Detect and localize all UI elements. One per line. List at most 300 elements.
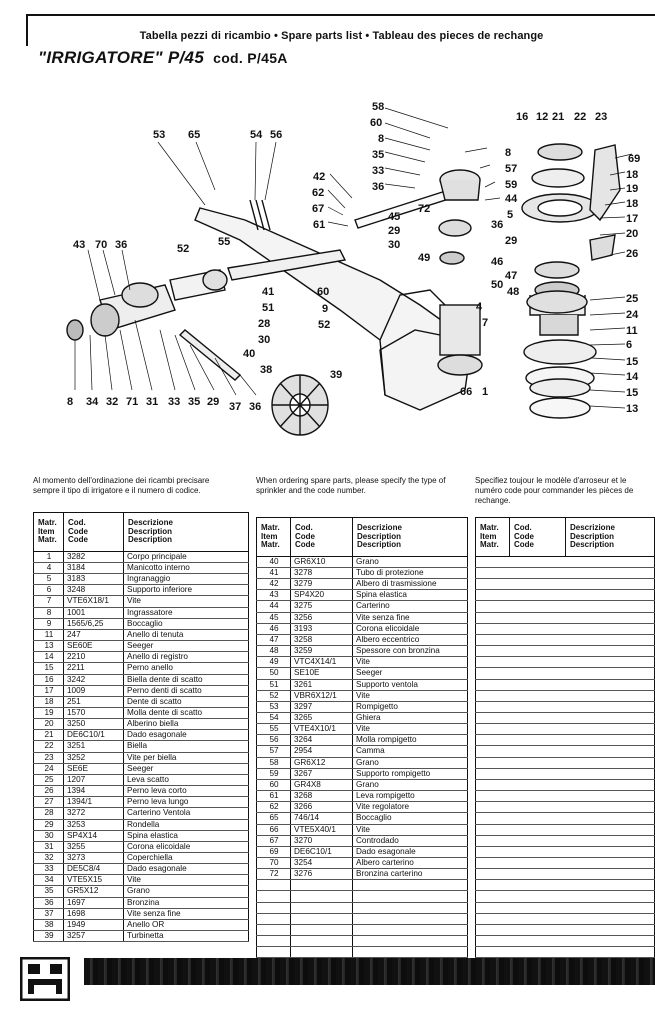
part-code: GR5X12 xyxy=(64,886,124,897)
part-description: Carterino Ventola xyxy=(124,808,249,819)
item-number: 55 xyxy=(257,724,291,735)
callout-52: 52 xyxy=(177,243,190,255)
blank-cell xyxy=(476,891,510,902)
item-number: 6 xyxy=(34,585,64,596)
callout-30: 30 xyxy=(258,334,271,346)
part-code: 2210 xyxy=(64,652,124,663)
blank-cell xyxy=(291,891,353,902)
blank-cell xyxy=(566,791,655,802)
callout-40: 40 xyxy=(243,348,256,360)
part-description: Vite xyxy=(353,724,468,735)
table-row xyxy=(257,579,468,590)
part-description: Seeger xyxy=(124,763,249,774)
table-row xyxy=(257,858,468,869)
table-row xyxy=(257,846,468,857)
part-description: Vite senza fine xyxy=(124,908,249,919)
blank-cell xyxy=(566,724,655,735)
blank-cell xyxy=(510,701,566,712)
part-description: Seeger xyxy=(124,641,249,652)
blank-cell xyxy=(510,858,566,869)
item-number: 38 xyxy=(34,919,64,930)
exploded-diagram xyxy=(0,90,655,470)
part-code: 1698 xyxy=(64,908,124,919)
blank-cell xyxy=(566,880,655,891)
item-number: 41 xyxy=(257,567,291,578)
blank-cell xyxy=(291,936,353,947)
part-description: Manicotto interno xyxy=(124,562,249,573)
callout-13: 13 xyxy=(626,403,639,415)
header-item: Matr. Item Matr. xyxy=(34,513,64,552)
blank-row xyxy=(476,556,655,567)
callout-71: 71 xyxy=(126,396,139,408)
item-number: 42 xyxy=(257,579,291,590)
blank-cell xyxy=(510,891,566,902)
blank-cell xyxy=(476,579,510,590)
item-number: 14 xyxy=(34,652,64,663)
item-number: 28 xyxy=(34,808,64,819)
blank-cell xyxy=(476,869,510,880)
callout-48: 48 xyxy=(507,286,520,298)
blank-cell xyxy=(510,768,566,779)
callout-60: 60 xyxy=(317,286,330,298)
blank-cell xyxy=(476,835,510,846)
part-code: 3278 xyxy=(291,567,353,578)
blank-cell xyxy=(566,701,655,712)
part-code: 1570 xyxy=(64,707,124,718)
header-title: Tabella pezzi di ricambio • Spare parts list • Tableau des pieces de rechange xyxy=(139,30,544,42)
item-number: 53 xyxy=(257,701,291,712)
table-row xyxy=(257,668,468,679)
blank-cell xyxy=(476,634,510,645)
blank-cell xyxy=(510,936,566,947)
part-description: Perno denti di scatto xyxy=(124,685,249,696)
item-number: 9 xyxy=(34,618,64,629)
callout-15: 15 xyxy=(626,356,639,368)
blank-cell xyxy=(257,936,291,947)
item-number: 13 xyxy=(34,641,64,652)
part-description: Grano xyxy=(353,757,468,768)
item-number: 49 xyxy=(257,657,291,668)
part-description: Albero carterino xyxy=(353,858,468,869)
part-code: 1009 xyxy=(64,685,124,696)
part-description: Ghiera xyxy=(353,712,468,723)
item-number: 60 xyxy=(257,779,291,790)
item-number: 62 xyxy=(257,802,291,813)
blank-cell xyxy=(566,657,655,668)
blank-cell xyxy=(476,701,510,712)
blank-cell xyxy=(476,902,510,913)
table-row xyxy=(34,696,249,707)
blank-cell xyxy=(476,668,510,679)
table-row xyxy=(257,791,468,802)
blank-row xyxy=(476,634,655,645)
callout-67: 67 xyxy=(312,203,325,215)
part-description: Perno leva corto xyxy=(124,786,249,797)
blank-cell xyxy=(476,556,510,567)
blank-cell xyxy=(566,924,655,935)
item-number: 36 xyxy=(34,897,64,908)
part-code: 1394/1 xyxy=(64,797,124,808)
blank-cell xyxy=(476,601,510,612)
table-row xyxy=(34,819,249,830)
callout-52: 52 xyxy=(318,319,331,331)
blank-cell xyxy=(566,556,655,567)
blank-cell xyxy=(510,947,566,958)
blank-cell xyxy=(353,947,468,958)
blank-cell xyxy=(510,913,566,924)
part-code: SP4X20 xyxy=(291,590,353,601)
table-row xyxy=(257,813,468,824)
part-description: Vite xyxy=(353,690,468,701)
blank-cell xyxy=(566,835,655,846)
table-row xyxy=(257,567,468,578)
blank-cell xyxy=(510,835,566,846)
callout-8: 8 xyxy=(378,133,385,145)
item-number: 26 xyxy=(34,786,64,797)
item-number: 43 xyxy=(257,590,291,601)
part-code: 3267 xyxy=(291,768,353,779)
part-code: 3273 xyxy=(64,853,124,864)
part-code: 3270 xyxy=(291,835,353,846)
blank-cell xyxy=(257,902,291,913)
table-row xyxy=(34,919,249,930)
parts-table-left xyxy=(33,512,249,942)
callout-47: 47 xyxy=(505,270,518,282)
table-row xyxy=(257,779,468,790)
part-code: 3252 xyxy=(64,752,124,763)
part-description: Supporto ventola xyxy=(353,679,468,690)
part-description: Ingrassatore xyxy=(124,607,249,618)
callout-28: 28 xyxy=(258,318,271,330)
part-description: Coperchiella xyxy=(124,853,249,864)
item-number: 23 xyxy=(34,752,64,763)
part-description: Boccaglio xyxy=(124,618,249,629)
table-row xyxy=(257,657,468,668)
table-row xyxy=(257,735,468,746)
blank-cell xyxy=(476,757,510,768)
blank-row xyxy=(476,924,655,935)
item-number: 50 xyxy=(257,668,291,679)
blank-row xyxy=(257,924,468,935)
callout-46: 46 xyxy=(491,256,504,268)
callout-4: 4 xyxy=(476,301,483,313)
part-code: 3183 xyxy=(64,574,124,585)
part-description: Vite xyxy=(353,657,468,668)
blank-cell xyxy=(476,768,510,779)
blank-row xyxy=(476,712,655,723)
item-number: 48 xyxy=(257,646,291,657)
part-code: VTE4X10/1 xyxy=(291,724,353,735)
item-number: 25 xyxy=(34,774,64,785)
blank-row xyxy=(476,657,655,668)
blank-cell xyxy=(510,791,566,802)
callout-38: 38 xyxy=(260,364,273,376)
part-code: 3256 xyxy=(291,612,353,623)
item-number: 27 xyxy=(34,797,64,808)
header-code: Cod. Code Code xyxy=(64,513,124,552)
blank-row xyxy=(476,835,655,846)
blank-row xyxy=(476,646,655,657)
callout-24: 24 xyxy=(626,309,639,321)
callout-45: 45 xyxy=(388,211,401,223)
item-number: 1 xyxy=(34,551,64,562)
blank-cell xyxy=(510,612,566,623)
table-row xyxy=(34,886,249,897)
callout-31: 31 xyxy=(146,396,159,408)
blank-cell xyxy=(510,668,566,679)
callout-44: 44 xyxy=(505,193,518,205)
table-row xyxy=(34,674,249,685)
callout-72: 72 xyxy=(418,203,431,215)
item-number: 29 xyxy=(34,819,64,830)
part-description: Corona elicoidale xyxy=(353,623,468,634)
part-code: GR6X12 xyxy=(291,757,353,768)
part-description: Carterino xyxy=(353,601,468,612)
table-row xyxy=(34,864,249,875)
blank-cell xyxy=(476,724,510,735)
table-row xyxy=(257,746,468,757)
blank-cell xyxy=(353,880,468,891)
part-code: SE10E xyxy=(291,668,353,679)
table-row xyxy=(34,875,249,886)
part-code: 3261 xyxy=(291,679,353,690)
table-row xyxy=(34,685,249,696)
blank-cell xyxy=(566,668,655,679)
item-number: 35 xyxy=(34,886,64,897)
item-number: 19 xyxy=(34,707,64,718)
callout-7: 7 xyxy=(482,317,489,329)
table-row xyxy=(257,601,468,612)
table-row xyxy=(257,869,468,880)
blank-cell xyxy=(476,735,510,746)
header-description: Descrizione Description Description xyxy=(566,518,655,557)
part-description: Dado esagonale xyxy=(353,846,468,857)
item-number: 7 xyxy=(34,596,64,607)
part-code: 3253 xyxy=(64,819,124,830)
part-description: Dado esagonale xyxy=(124,730,249,741)
blank-cell xyxy=(510,567,566,578)
item-number: 17 xyxy=(34,685,64,696)
part-code: VTE5X40/1 xyxy=(291,824,353,835)
item-number: 18 xyxy=(34,696,64,707)
blank-cell xyxy=(566,947,655,958)
callout-20: 20 xyxy=(626,228,639,240)
callout-50: 50 xyxy=(491,279,504,291)
table-row xyxy=(257,724,468,735)
part-code: 1001 xyxy=(64,607,124,618)
callout-9: 9 xyxy=(322,303,329,315)
item-number: 66 xyxy=(257,824,291,835)
blank-cell xyxy=(476,858,510,869)
part-code: DE5C8/4 xyxy=(64,864,124,875)
blank-cell xyxy=(510,556,566,567)
callout-35: 35 xyxy=(188,396,201,408)
item-number: 11 xyxy=(34,629,64,640)
callout-36: 36 xyxy=(372,181,385,193)
item-number: 45 xyxy=(257,612,291,623)
blank-cell xyxy=(510,813,566,824)
blank-cell xyxy=(257,880,291,891)
blank-cell xyxy=(510,724,566,735)
blank-cell xyxy=(291,880,353,891)
part-code: 251 xyxy=(64,696,124,707)
model-code: cod. P/45A xyxy=(213,50,288,66)
blank-cell xyxy=(510,757,566,768)
part-code: 3248 xyxy=(64,585,124,596)
item-number: 52 xyxy=(257,690,291,701)
part-code: 1565/6,25 xyxy=(64,618,124,629)
part-description: Perno leva lungo xyxy=(124,797,249,808)
blank-row xyxy=(476,690,655,701)
blank-row xyxy=(257,891,468,902)
table-row xyxy=(34,585,249,596)
table-row xyxy=(34,663,249,674)
callout-8: 8 xyxy=(505,147,512,159)
blank-cell xyxy=(510,746,566,757)
blank-cell xyxy=(291,947,353,958)
blank-cell xyxy=(566,757,655,768)
part-code: GR6X10 xyxy=(291,556,353,567)
callout-17: 17 xyxy=(626,213,639,225)
blank-cell xyxy=(510,690,566,701)
blank-cell xyxy=(566,679,655,690)
table-row xyxy=(34,719,249,730)
part-code: VTE5X15 xyxy=(64,875,124,886)
part-code: 3272 xyxy=(64,808,124,819)
blank-cell xyxy=(476,947,510,958)
blank-cell xyxy=(476,657,510,668)
item-number: 39 xyxy=(34,931,64,942)
blank-cell xyxy=(566,746,655,757)
item-number: 59 xyxy=(257,768,291,779)
table-row xyxy=(34,562,249,573)
callout-26: 26 xyxy=(626,248,639,260)
part-description: Biella xyxy=(124,741,249,752)
part-code: 3266 xyxy=(291,802,353,813)
item-number: 44 xyxy=(257,601,291,612)
part-description: Vite xyxy=(353,824,468,835)
blank-row xyxy=(476,913,655,924)
callout-36: 36 xyxy=(249,401,262,413)
table-row xyxy=(34,607,249,618)
blank-cell xyxy=(566,690,655,701)
item-number: 15 xyxy=(34,663,64,674)
blank-row xyxy=(476,802,655,813)
part-description: Bronzina carterino xyxy=(353,869,468,880)
callout-25: 25 xyxy=(626,293,639,305)
part-description: Perno anello xyxy=(124,663,249,674)
blank-cell xyxy=(291,924,353,935)
blank-cell xyxy=(353,936,468,947)
callout-18: 18 xyxy=(626,198,639,210)
table-row xyxy=(257,802,468,813)
item-number: 5 xyxy=(34,574,64,585)
blank-row xyxy=(257,880,468,891)
blank-cell xyxy=(510,802,566,813)
callout-11: 11 xyxy=(626,325,638,337)
blank-row xyxy=(476,869,655,880)
blank-cell xyxy=(566,802,655,813)
part-description: Rondella xyxy=(124,819,249,830)
part-code: 3254 xyxy=(291,858,353,869)
blank-cell xyxy=(566,735,655,746)
part-description: Seeger xyxy=(353,668,468,679)
part-description: Supporto rompigetto xyxy=(353,768,468,779)
table-row xyxy=(34,752,249,763)
blank-cell xyxy=(566,813,655,824)
note-english: When ordering spare parts, please specify the type of sprinkler and the code number. xyxy=(256,476,446,495)
blank-cell xyxy=(476,623,510,634)
table-row xyxy=(34,897,249,908)
callout-29: 29 xyxy=(505,235,518,247)
blank-row xyxy=(257,947,468,958)
callout-37: 37 xyxy=(229,401,242,413)
blank-cell xyxy=(510,846,566,857)
part-description: Molla dente di scatto xyxy=(124,707,249,718)
callout-18: 18 xyxy=(626,169,639,181)
callout-12: 12 xyxy=(536,111,549,123)
blank-cell xyxy=(476,913,510,924)
part-description: Rompigetto xyxy=(353,701,468,712)
callout-29: 29 xyxy=(388,225,401,237)
part-description: Vite senza fine xyxy=(353,612,468,623)
part-code: 3275 xyxy=(291,601,353,612)
part-code: 746/14 xyxy=(291,813,353,824)
blank-row xyxy=(476,779,655,790)
blank-cell xyxy=(353,913,468,924)
item-number: 47 xyxy=(257,634,291,645)
part-description: Corona elicoidale xyxy=(124,841,249,852)
part-description: Bronzina xyxy=(124,897,249,908)
callout-30: 30 xyxy=(388,239,401,251)
part-code: 3279 xyxy=(291,579,353,590)
item-number: 72 xyxy=(257,869,291,880)
part-description: Biella dente di scatto xyxy=(124,674,249,685)
table-row xyxy=(257,835,468,846)
callout-22: 22 xyxy=(574,111,587,123)
part-description: Tubo di protezione xyxy=(353,567,468,578)
blank-row xyxy=(476,679,655,690)
blank-cell xyxy=(566,634,655,645)
blank-row xyxy=(476,590,655,601)
item-number: 54 xyxy=(257,712,291,723)
callout-36: 36 xyxy=(491,219,504,231)
blank-cell xyxy=(510,902,566,913)
table-row xyxy=(257,634,468,645)
part-description: Spina elastica xyxy=(353,590,468,601)
part-code: 2211 xyxy=(64,663,124,674)
table-row xyxy=(34,808,249,819)
blank-cell xyxy=(566,768,655,779)
part-code: 3265 xyxy=(291,712,353,723)
blank-row xyxy=(476,623,655,634)
blank-cell xyxy=(257,947,291,958)
item-number: 20 xyxy=(34,719,64,730)
blank-row xyxy=(476,813,655,824)
part-code: SE60E xyxy=(64,641,124,652)
blank-cell xyxy=(510,679,566,690)
part-description: Dente di scatto xyxy=(124,696,249,707)
blank-row xyxy=(476,858,655,869)
callout-61: 61 xyxy=(313,219,326,231)
part-description: Spina elastica xyxy=(124,830,249,841)
table-row xyxy=(34,797,249,808)
blank-row xyxy=(476,768,655,779)
blank-cell xyxy=(566,902,655,913)
blank-cell xyxy=(510,590,566,601)
blank-cell xyxy=(566,579,655,590)
callout-36: 36 xyxy=(115,239,128,251)
